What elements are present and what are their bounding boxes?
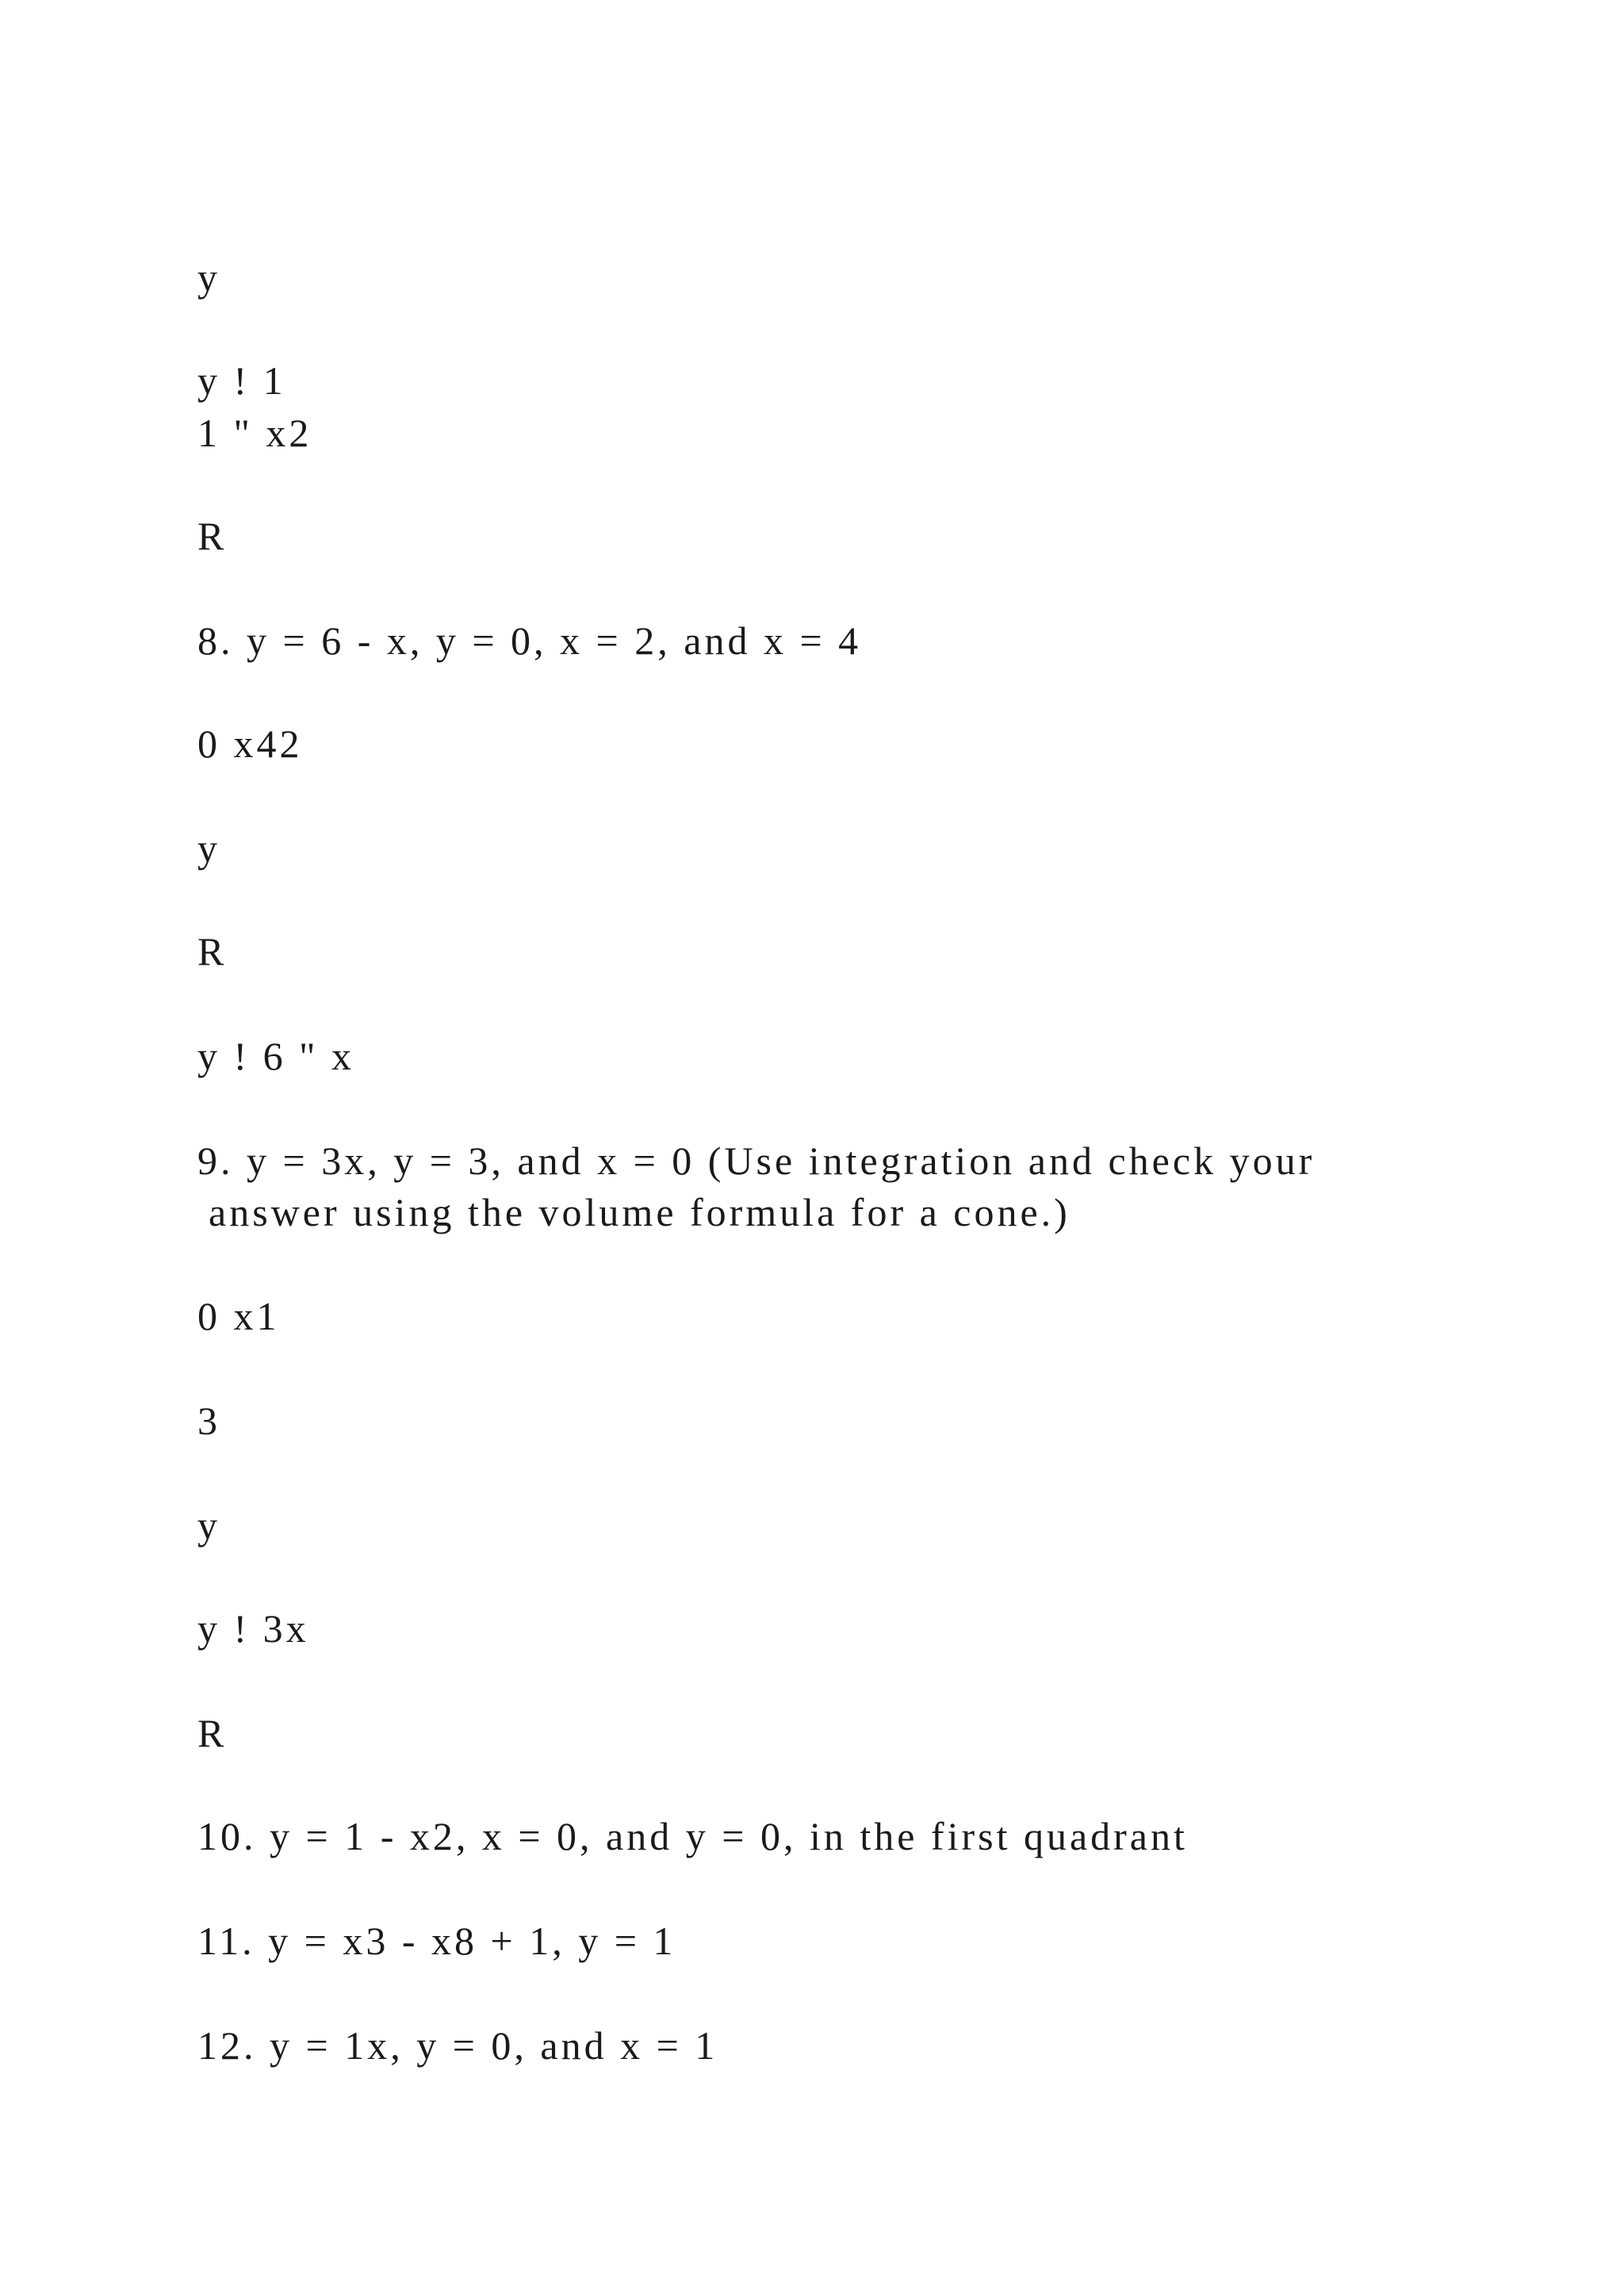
text-line-axis-ticks: 0 x42	[197, 721, 303, 766]
text-line-curve-label: y ! 3x	[197, 1606, 309, 1651]
problem-9: 9. y = 3x, y = 3, and x = 0 (Use integration and check your	[197, 1138, 1316, 1183]
problem-8: 8. y = 6 - x, y = 0, x = 2, and x = 4	[197, 618, 862, 663]
text-line-axis-ticks: 0 x1	[197, 1294, 280, 1338]
text-line-y-label: y	[197, 1503, 220, 1548]
problem-12: 12. y = 1x, y = 0, and x = 1	[197, 2023, 718, 2068]
text-line-equation-denominator: 1 " x2	[197, 411, 312, 455]
text-line-region-label: R	[197, 514, 228, 558]
text-line-y-label: y	[197, 255, 220, 300]
text-line-equation-numerator: y ! 1	[197, 358, 286, 403]
problem-11: 11. y = x3 - x8 + 1, y = 1	[197, 1919, 676, 1963]
problem-10: 10. y = 1 - x2, x = 0, and y = 0, in the first quadrant	[197, 1814, 1188, 1858]
text-line-curve-label: y ! 6 " x	[197, 1034, 355, 1078]
text-line-region-label: R	[197, 929, 228, 974]
text-line-axis-value: 3	[197, 1399, 220, 1443]
text-line-y-label: y	[197, 826, 220, 871]
problem-9-continued: answer using the volume formula for a cone.)	[209, 1190, 1071, 1234]
text-line-region-label: R	[197, 1711, 228, 1755]
